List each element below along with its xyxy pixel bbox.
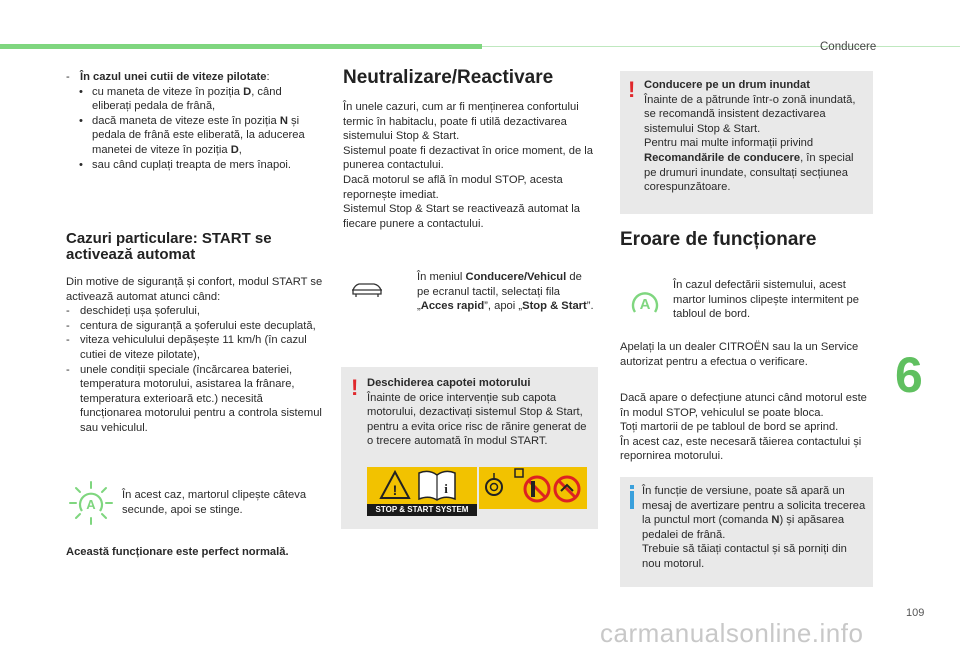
neutralize-body: În unele cazuri, cum ar fi menținerea confortului termic în habitaclu, poate fi utilă dezactivarea sistemului Stop & Start. Sistemul poate fi dezactivat în orice moment, de la punerea contactului. Dacă motorul se află în modul STOP, acesta repornește imediat. Sistemul Stop & Start se reactivează automat la fiecare punere a contactului. — [343, 101, 593, 230]
menu-step: În meniul Conducere/Vehicul de pe ecranul tactil, selectați fila „Acces rapid”, apoi „Stop & Start”. — [404, 270, 594, 314]
list-item: • cu maneta de viteze în poziția D, când eliberați pedala de frână, — [79, 85, 282, 113]
fault-heading: Eroare de funcționare — [620, 229, 817, 250]
stop-start-label-illustration — [367, 467, 587, 517]
svg-text:i: i — [444, 481, 448, 496]
stop-start-label: STOP & START SYSTEM — [367, 504, 477, 516]
svg-text:!: ! — [392, 482, 398, 498]
flood-warning-text-2: Pentru mai multe informații privind Recomandările de conducere, în special pe drumuri inundate, consultați secțiunea corespunzătoare. — [644, 137, 854, 194]
pilot-gearbox-heading: În cazul unei cutii de viteze pilotate — [80, 71, 267, 83]
svg-text:A: A — [86, 497, 96, 512]
list-item: - centura de siguranță a șoferului este decuplată, — [66, 319, 316, 332]
list-item: • dacă maneta de viteze este în poziția N și pedala de frână este eliberată, la aducerea manetei de viteze în poziția D, — [79, 114, 305, 156]
flood-warning-text: Înainte de a pătrunde într-o zonă inundată, se recomandă insistent dezactivarea sistemului Stop & Start. — [644, 93, 856, 135]
fault-lamp-a-icon — [628, 285, 662, 319]
hood-warning-text: Înainte de orice intervenție sub capota motorului, dezactivați sistemul Stop & Start, pentru a evita orice risc de rănire generat de o trecere automată în modul START. — [367, 391, 587, 448]
warning-exclamation-icon: ! — [351, 375, 359, 400]
cases-block — [66, 275, 324, 436]
neutralize-heading: Neutralizare/Reactivare — [343, 67, 554, 88]
flood-warning-title: Conducere pe un drum inundat — [644, 79, 810, 91]
hood-warning-title: Deschiderea capotei motorului — [367, 377, 531, 389]
pilot-gearbox-block: - În cazul unei cutii de viteze pilotate: • cu maneta de viteze în poziția D, când eliberați pedala de frână, • dacă maneta de viteze este în poziția N și pedala de frână este eliberată, la aducerea manetei de viteze în poziția D, • sau când cuplați treapta de mers înapoi. — [66, 70, 321, 172]
cases-heading: Cazuri particulare: START se activează automat — [66, 230, 272, 263]
section-title: Conducere — [820, 41, 877, 53]
dealer-note: Apelați la un dealer CITROËN sau la un Service autorizat pentru a efectua o verificare. — [620, 341, 859, 368]
watermark: carmanualsonline.info — [600, 618, 864, 648]
list-item: • sau când cuplați treapta de mers înapoi. — [79, 158, 292, 171]
car-icon — [350, 280, 384, 300]
header-accent-bar — [0, 44, 482, 49]
cases-intro: Din motive de siguranță și confort, modul START se activează automat atunci când: — [66, 276, 323, 303]
normal-operation-note: Această funcționare este perfect normală. — [66, 546, 289, 558]
stop-mode-fault: Dacă apare o defecțiune atunci când motorul este în modul STOP, vehiculul se poate bloca. Toți martorii de pe tabloul de bord se aprind. În acest caz, este necesară tăierea contactului și repornirea motorului. — [620, 392, 867, 463]
lamp-description: În acest caz, martorul clipește câteva secunde, apoi se stinge. — [122, 489, 307, 516]
info-box — [620, 477, 873, 587]
header-rule — [482, 46, 960, 47]
list-item: - viteza vehiculului depășește 11 km/h (în cazul cutiei de viteze pilotate), — [66, 334, 307, 361]
svg-text:A: A — [639, 296, 651, 313]
flood-warning-box — [620, 71, 873, 214]
list-item: - unele condiții speciale (încărcarea bateriei, temperatura motorului, asistarea la frânare, temperatura exterioară etc.) necesită funcționarea motorului pentru a controla sistemul sau vehiculul. — [66, 363, 322, 434]
list-item: - deschideți ușa șoferului, — [66, 305, 201, 318]
step-marker — [404, 270, 417, 314]
hood-warning-box — [341, 367, 598, 529]
fault-lamp-description: În cazul defectării sistemului, acest martor luminos clipește intermitent pe tabloul de bord. — [673, 279, 859, 321]
dash-marker: - — [66, 71, 70, 83]
page-number: 109 — [906, 607, 925, 619]
info-text: În funcție de versiune, poate să apară un mesaj de avertizare pentru a solicita trecerea la punctul mort (comanda N) și apăsarea pedalei de frână. — [642, 485, 866, 541]
chapter-number: 6 — [895, 347, 923, 403]
warning-exclamation-icon: ! — [628, 77, 636, 102]
warning-lamp-a-icon — [68, 480, 114, 526]
info-text-2: Trebuie să tăiați contactul și să porniți din nou motorul. — [642, 543, 847, 570]
